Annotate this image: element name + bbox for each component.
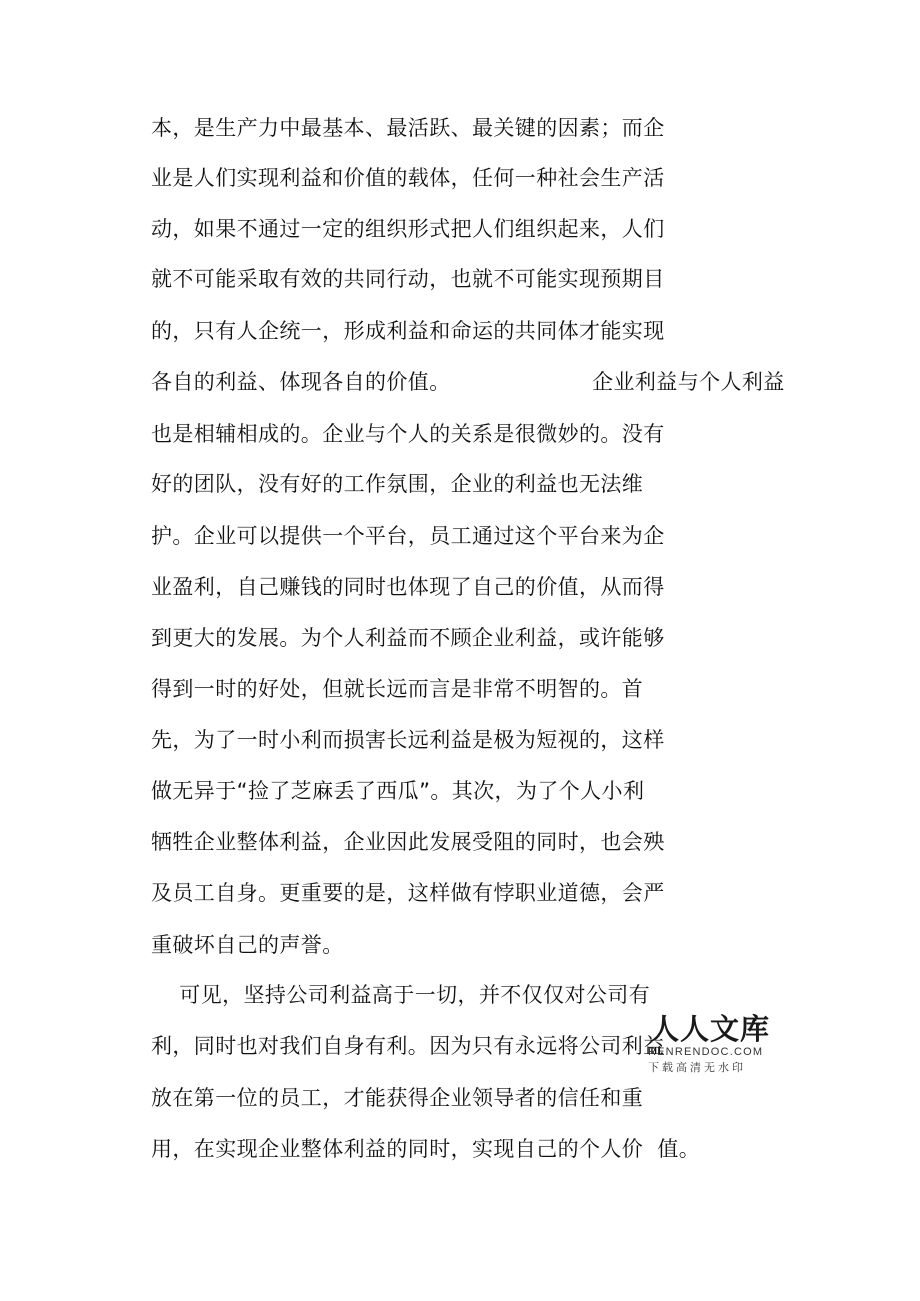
watermark-tagline: 下载高清无水印 <box>648 1061 746 1074</box>
watermark-logo <box>645 1012 775 1082</box>
text-line: 业盈利，自己赚钱的同时也体现了自己的价值，从而得 <box>151 575 665 599</box>
text-line: 做无异于“捡了芝麻丢了西瓜”。其次，为了个人小利 <box>151 779 645 803</box>
text-line: 用，在实现企业整体利益的同时，实现自己的个人价 值。 <box>151 1137 701 1161</box>
text-line: 本，是生产力中最基本、最活跃、最关键的因素；而企 <box>151 116 665 140</box>
text-line: 利，同时也对我们自身有利。因为只有永远将公司利益 <box>151 1034 665 1058</box>
text-line: 及员工自身。更重要的是，这样做有悖职业道德，会严 <box>151 881 665 905</box>
text-line: 得到一时的好处，但就长远而言是非常不明智的。首 <box>151 677 644 701</box>
text-line: 就不可能采取有效的共同行动，也就不可能实现预期目 <box>151 267 665 291</box>
text-line: 也是相辅相成的。企业与个人的关系是很微妙的。没有 <box>151 422 665 446</box>
text-line: 重破坏自己的声誉。 <box>151 933 344 957</box>
text-line: 业是人们实现利益和价值的载体，任何一种社会生产活 <box>151 166 665 190</box>
text-line: 的，只有人企统一，形成利益和命运的共同体才能实现 <box>151 319 665 343</box>
text-line: 好的团队，没有好的工作氛围，企业的利益也无法维 <box>151 472 644 496</box>
text-line: 各自的利益、体现各自的价值。 企业利益与个人利益 <box>151 370 785 394</box>
text-line: 先，为了一时小利而损害长远利益是极为短视的，这样 <box>151 728 665 752</box>
text-line: 可见，坚持公司利益高于一切，并不仅仅对公司有 <box>151 983 651 1007</box>
watermark-title: 人人文库 <box>650 1012 771 1046</box>
text-line: 放在第一位的员工，才能获得企业领导者的信任和重 <box>151 1086 644 1110</box>
watermark-domain: RENRENDOC.COM <box>648 1046 764 1058</box>
text-line: 动，如果不通过一定的组织形式把人们组织起来，人们 <box>151 217 665 241</box>
text-line: 牺牲企业整体利益，企业因此发展受阻的同时，也会殃 <box>151 830 665 854</box>
text-line: 到更大的发展。为个人利益而不顾企业利益，或许能够 <box>151 626 665 650</box>
text-line: 护。企业可以提供一个平台，员工通过这个平台来为企 <box>151 524 665 548</box>
